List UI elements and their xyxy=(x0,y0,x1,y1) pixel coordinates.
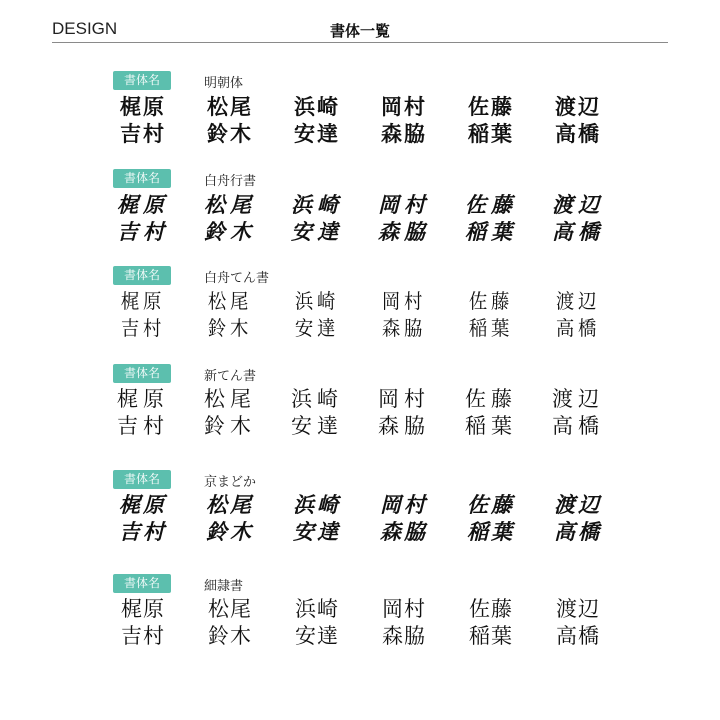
surname-sample: 鈴木 xyxy=(207,121,253,146)
surname-sample: 高橋 xyxy=(554,520,602,544)
name-row xyxy=(0,93,720,120)
surname-sample: 佐藤 xyxy=(469,597,513,621)
design-label: DESIGN xyxy=(52,19,118,38)
surname-sample: 渡辺 xyxy=(554,493,602,517)
surname-sample: 吉村 xyxy=(121,624,165,648)
surname-sample: 鈴木 xyxy=(204,219,256,244)
font-name: 細隷書 xyxy=(204,579,244,594)
surname-sample: 安達 xyxy=(293,520,341,544)
surname-sample: 渡辺 xyxy=(555,289,601,313)
name-samples xyxy=(0,386,720,440)
name-row xyxy=(0,191,720,218)
name-samples xyxy=(0,288,720,342)
font-name-badge: 書体名 xyxy=(113,266,171,285)
name-row xyxy=(0,120,720,147)
surname-sample: 佐藤 xyxy=(465,192,517,217)
font-name: 白舟行書 xyxy=(204,174,257,189)
surname-sample: 鈴木 xyxy=(206,520,254,544)
surname-sample: 浜崎 xyxy=(291,387,343,411)
surname-sample: 浜崎 xyxy=(295,597,339,621)
font-name-badge: 書体名 xyxy=(113,169,171,188)
surname-sample: 佐藤 xyxy=(467,493,515,517)
page-header xyxy=(52,16,668,43)
surname-sample: 梶原 xyxy=(117,387,169,411)
surname-sample: 森脇 xyxy=(380,520,428,544)
surname-sample: 稲葉 xyxy=(467,520,515,544)
surname-sample: 高橋 xyxy=(552,414,604,438)
name-row xyxy=(0,315,720,342)
surname-sample: 森脇 xyxy=(378,414,430,438)
name-row xyxy=(0,519,720,546)
surname-sample: 松尾 xyxy=(207,94,253,119)
surname-sample: 岡村 xyxy=(380,493,428,517)
surname-sample: 浜崎 xyxy=(291,192,343,217)
surname-sample: 高橋 xyxy=(555,121,601,146)
name-samples xyxy=(0,93,720,147)
font-name-badge: 書体名 xyxy=(113,71,171,90)
surname-sample: 森脇 xyxy=(378,219,430,244)
surname-sample: 安達 xyxy=(291,219,343,244)
surname-sample: 岡村 xyxy=(378,192,430,217)
surname-sample: 松尾 xyxy=(208,597,252,621)
surname-sample: 佐藤 xyxy=(468,289,514,313)
surname-sample: 森脇 xyxy=(381,121,427,146)
surname-sample: 安達 xyxy=(294,121,340,146)
surname-sample: 梶原 xyxy=(121,597,165,621)
surname-sample: 梶原 xyxy=(120,289,166,313)
surname-sample: 渡辺 xyxy=(552,387,604,411)
font-name: 新てん書 xyxy=(204,369,257,384)
surname-sample: 渡辺 xyxy=(552,192,604,217)
name-row xyxy=(0,288,720,315)
surname-sample: 梶原 xyxy=(117,192,169,217)
surname-sample: 稲葉 xyxy=(468,316,514,340)
name-row xyxy=(0,492,720,519)
surname-sample: 岡村 xyxy=(381,289,427,313)
surname-sample: 梶原 xyxy=(119,493,167,517)
font-name-badge: 書体名 xyxy=(113,364,171,383)
surname-sample: 松尾 xyxy=(206,493,254,517)
surname-sample: 佐藤 xyxy=(468,94,514,119)
surname-sample: 安達 xyxy=(295,624,339,648)
surname-sample: 鈴木 xyxy=(204,414,256,438)
font-section xyxy=(0,266,720,364)
surname-sample: 浜崎 xyxy=(294,94,340,119)
surname-sample: 浜崎 xyxy=(294,289,340,313)
name-row xyxy=(0,413,720,440)
surname-sample: 高橋 xyxy=(552,219,604,244)
surname-sample: 稲葉 xyxy=(465,219,517,244)
surname-sample: 松尾 xyxy=(207,289,253,313)
surname-sample: 岡村 xyxy=(382,597,426,621)
page-title: 書体一覧 xyxy=(329,22,390,40)
surname-sample: 高橋 xyxy=(556,624,600,648)
surname-sample: 吉村 xyxy=(120,121,166,146)
name-samples xyxy=(0,492,720,546)
surname-sample: 松尾 xyxy=(204,387,256,411)
font-name: 白舟てん書 xyxy=(204,271,270,286)
surname-sample: 鈴木 xyxy=(207,316,253,340)
font-section xyxy=(0,71,720,169)
surname-sample: 稲葉 xyxy=(468,121,514,146)
surname-sample: 森脇 xyxy=(381,316,427,340)
font-name: 明朝体 xyxy=(204,76,244,91)
name-row xyxy=(0,218,720,245)
surname-sample: 稲葉 xyxy=(469,624,513,648)
name-row xyxy=(0,386,720,413)
font-name-badge: 書体名 xyxy=(113,574,171,593)
name-row xyxy=(0,623,720,650)
name-samples xyxy=(0,596,720,650)
surname-sample: 安達 xyxy=(291,414,343,438)
surname-sample: 岡村 xyxy=(381,94,427,119)
font-name-badge: 書体名 xyxy=(113,470,171,489)
surname-sample: 佐藤 xyxy=(465,387,517,411)
name-row xyxy=(0,596,720,623)
surname-sample: 岡村 xyxy=(378,387,430,411)
surname-sample: 安達 xyxy=(294,316,340,340)
surname-sample: 松尾 xyxy=(204,192,256,217)
font-section xyxy=(0,169,720,267)
surname-sample: 高橋 xyxy=(555,316,601,340)
surname-sample: 梶原 xyxy=(120,94,166,119)
surname-sample: 森脇 xyxy=(382,624,426,648)
surname-sample: 渡辺 xyxy=(555,94,601,119)
surname-sample: 鈴木 xyxy=(208,624,252,648)
font-section xyxy=(0,364,720,462)
surname-sample: 吉村 xyxy=(117,414,169,438)
surname-sample: 吉村 xyxy=(119,520,167,544)
font-section xyxy=(0,574,720,672)
name-samples xyxy=(0,191,720,245)
surname-sample: 稲葉 xyxy=(465,414,517,438)
surname-sample: 吉村 xyxy=(120,316,166,340)
surname-sample: 渡辺 xyxy=(556,597,600,621)
surname-sample: 浜崎 xyxy=(293,493,341,517)
font-name: 京まどか xyxy=(204,475,257,490)
font-section xyxy=(0,470,720,568)
surname-sample: 吉村 xyxy=(117,219,169,244)
